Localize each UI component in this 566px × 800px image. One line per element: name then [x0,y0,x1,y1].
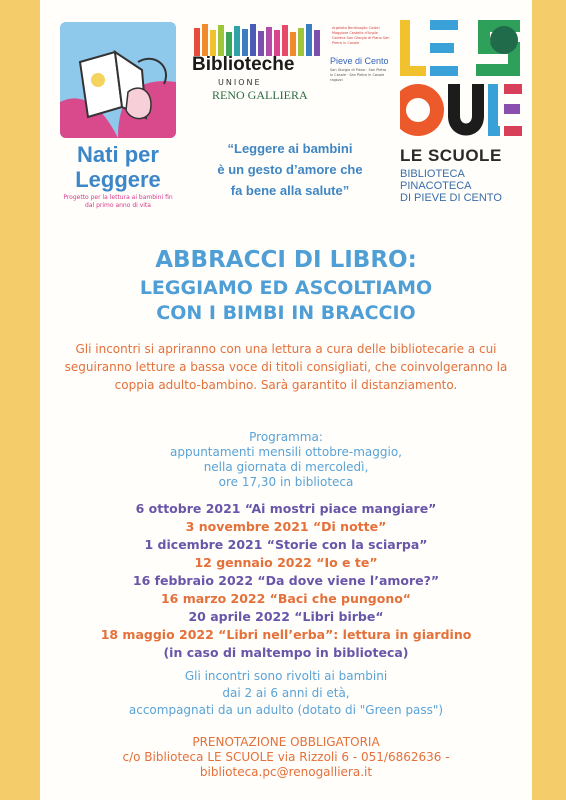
nati-subtitle: Progetto per la lettura ai bambini fin dal primo anno di vita [63,194,173,209]
subtitle [40,276,532,326]
right-border [532,0,566,800]
municipality-list: Argelato Bentivoglio Castel Maggiore Castello d'Argile Galliera San Giorgio di Piano San Pietro in Casale [332,26,390,45]
biblioteche-reno-galliera-logo [192,22,392,104]
event-item: 12 gennaio 2022 “Io e te” [194,555,378,570]
colored-book-spines-icon [192,22,328,56]
event-item: 6 ottobre 2021 “Ai mostri piace mangiare” [135,501,437,516]
biblioteche-word: Biblioteche [192,54,295,75]
programma-block [40,430,532,490]
target-line3: accompagnati da un adulto (dotato di "Green pass") [128,703,444,717]
intro-paragraph: Gli incontri si apriranno con una lettura a cura delle bibliotecarie a cui seguiranno letture a bassa voce di titoli consigliati, che coinvolgeranno la coppia adulto-bambino. Sarà garantito il distanziamento. [64,342,508,392]
programma-label: Programma: [249,430,323,444]
quote-line3: fa bene alla salute” [230,183,350,198]
event-item: 16 marzo 2022 “Baci che pungono“ [160,591,412,606]
programma-line1: appuntamenti mensili ottobre-maggio, [170,445,402,459]
flyer-page [40,0,532,800]
mother-child-reading-illustration [60,22,176,138]
prenotazione-block [40,735,532,780]
prenotazione-email: biblioteca.pc@renogalliera.it [199,765,373,779]
le-scuole-letter-blocks-icon [400,20,522,142]
prenotazione-title: PRENOTAZIONE OBBLIGATORIA [192,735,380,749]
event-item: 20 aprile 2022 “Libri birbe“ [188,609,384,624]
nati-title-line2: Leggere [75,167,161,192]
event-item: 3 novembre 2021 “Di notte” [185,519,387,534]
unione-label: UNIONE [218,78,262,87]
target-line1: Gli incontri sono rivolti ai bambini [184,669,388,683]
programma-line2: nella giornata di mercoledì, [203,460,369,474]
target-line2: dai 2 ai 6 anni di età, [222,686,350,700]
event-item: 16 febbraio 2022 “Da dove viene l’amore?” [132,573,440,588]
event-note: (in caso di maltempo in biblioteca) [163,645,409,660]
subtitle-line2: CON I BIMBI IN BRACCIO [156,302,416,324]
le-scuole-name: LE SCUOLE [400,146,502,165]
events-list [40,500,532,662]
main-title: ABBRACCI DI LIBRO: [155,247,417,273]
subtitle-line1: LEGGIAMO ED ASCOLTIAMO [139,277,433,299]
le-scuole-sub-line3: DI PIEVE DI CENTO [400,192,502,204]
nati-per-leggere-logo [60,22,176,210]
le-scuole-sub-line2: PINACOTECA [400,180,472,192]
pieve-di-cento-label: Pieve di Cento [330,56,389,66]
quote-line1: “Leggere ai bambini [227,141,353,156]
programma-line3: ore 17,30 in biblioteca [218,475,354,489]
left-border [0,0,40,800]
le-scuole-sub-line1: BIBLIOTECA [400,168,465,180]
pieve-sublist: San Giorgio di Piano · San Pietro in Casale · San Pietro in Casale ragazzi [330,68,387,82]
quote-block [190,138,390,201]
target-audience-block [40,668,532,719]
quote-line2: è un gesto d’amore che [217,162,363,177]
prenotazione-address: c/o Biblioteca LE SCUOLE via Rizzoli 6 - 051/6862636 - [122,750,450,764]
le-scuole-subtitle [400,168,502,204]
event-item: 1 dicembre 2021 “Storie con la sciarpa” [144,537,428,552]
nati-title-line1: Nati per [77,142,159,167]
event-item: 18 maggio 2022 “Libri nell’erba”: lettura in giardino [100,627,472,642]
reno-galliera-label: RENO GALLIERA [212,88,308,102]
